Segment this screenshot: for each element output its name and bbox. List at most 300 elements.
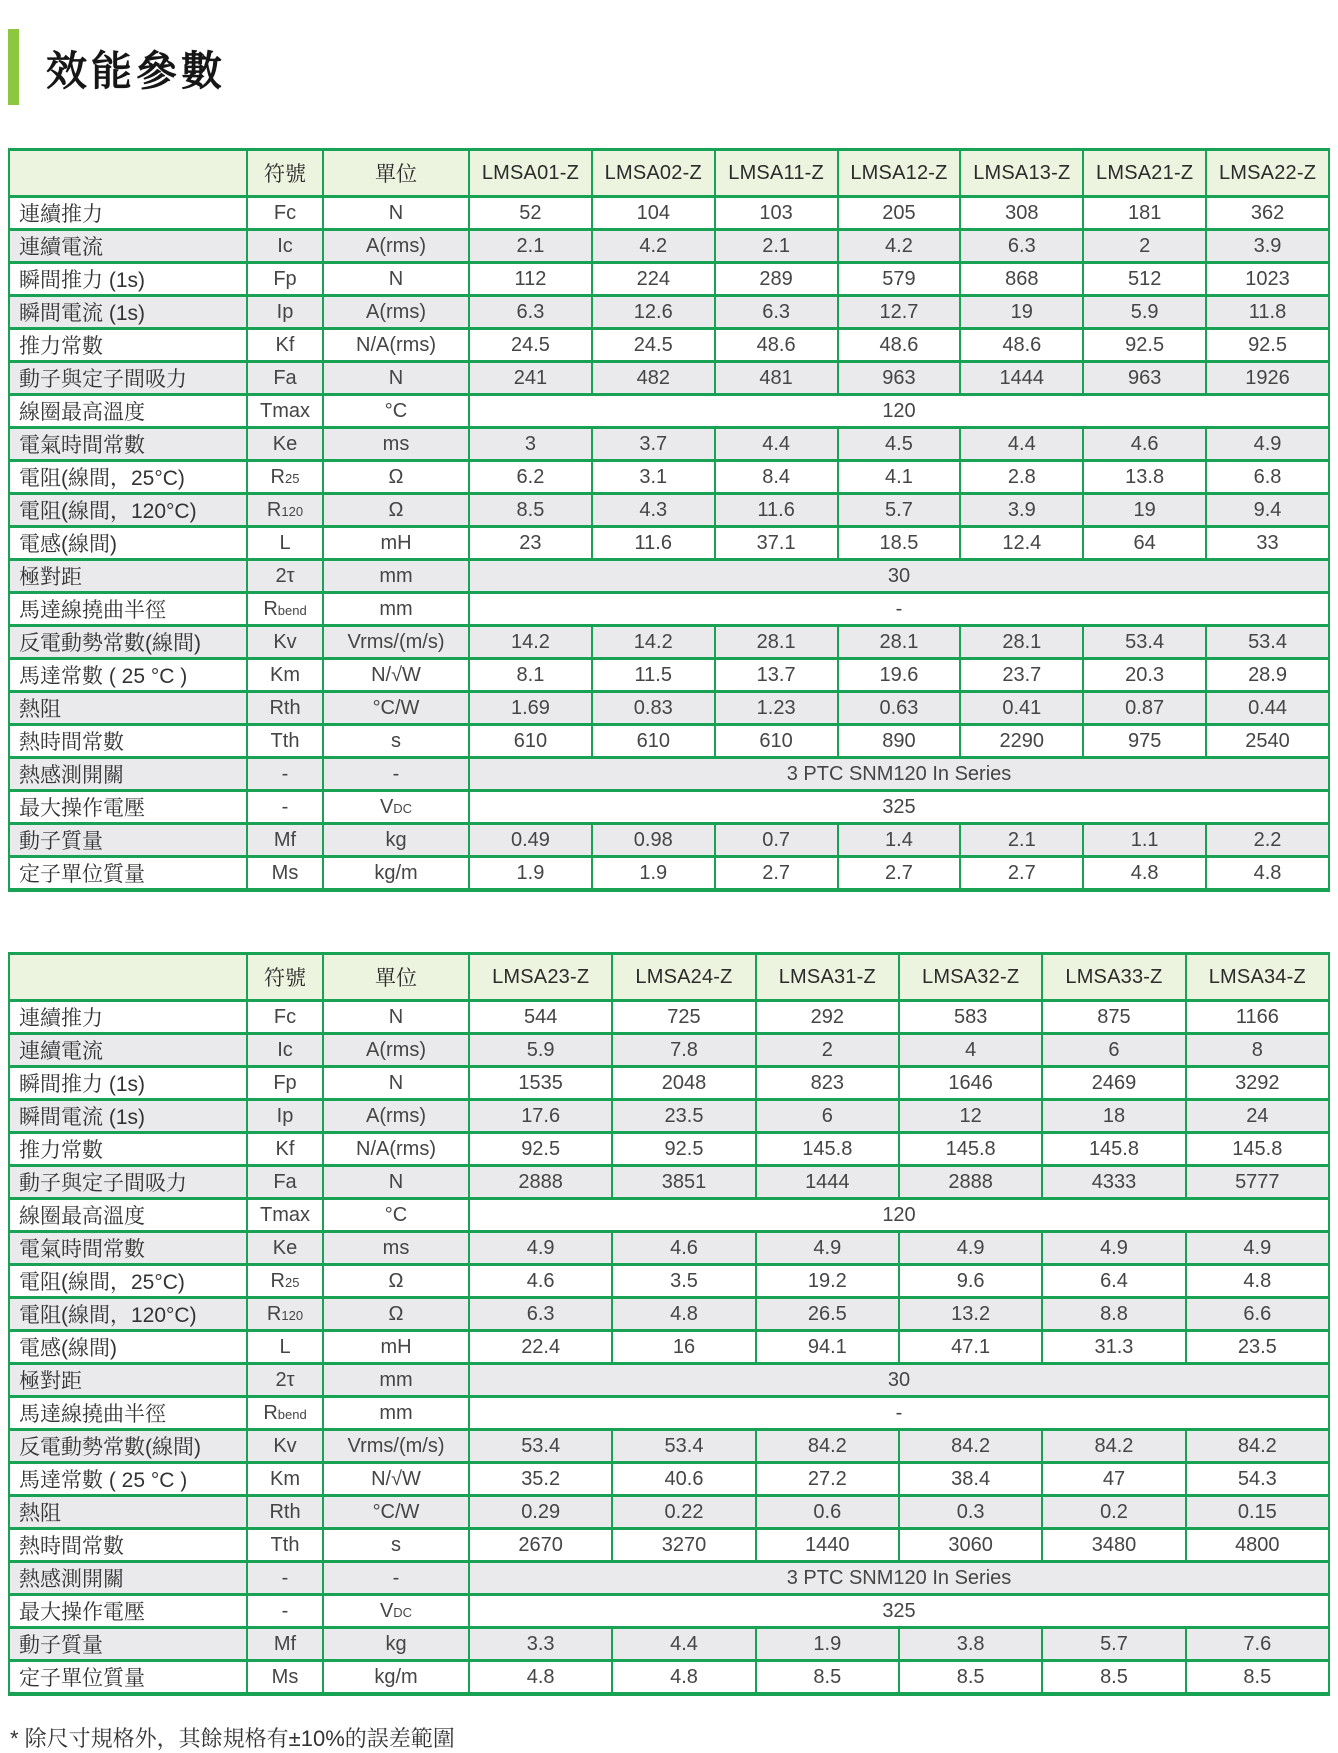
symbol-cell bbox=[247, 1430, 323, 1463]
symbol-base: R bbox=[266, 1302, 282, 1325]
table-row bbox=[9, 1199, 1329, 1232]
symbol-base: - bbox=[281, 1566, 289, 1589]
unit-cell bbox=[323, 1199, 469, 1232]
value-cell: 8.5 bbox=[1186, 1661, 1329, 1695]
value-cell: 1.9 bbox=[592, 857, 715, 891]
symbol-base: R bbox=[263, 1401, 278, 1424]
table-row bbox=[9, 1166, 1329, 1199]
title-accent-bar bbox=[8, 29, 19, 105]
unit-base: s bbox=[391, 1533, 401, 1556]
unit-subscript: DC bbox=[393, 800, 413, 816]
value-cell: 1166 bbox=[1186, 1001, 1329, 1034]
symbol-cell bbox=[247, 1364, 323, 1397]
value-cell: 5.9 bbox=[469, 1034, 612, 1067]
value-cell: 18 bbox=[1042, 1100, 1185, 1133]
value-cell: 2888 bbox=[899, 1166, 1042, 1199]
value-cell: 4.9 bbox=[469, 1232, 612, 1265]
unit-cell bbox=[323, 1100, 469, 1133]
table-row bbox=[9, 428, 1329, 461]
table-row bbox=[9, 296, 1329, 329]
unit-cell bbox=[323, 1430, 469, 1463]
symbol-cell bbox=[247, 527, 323, 560]
row-label: 熱時間常數 bbox=[9, 725, 247, 758]
unit-cell bbox=[323, 329, 469, 362]
value-cell: 19.6 bbox=[838, 659, 961, 692]
value-cell: 11.6 bbox=[592, 527, 715, 560]
value-cell: 1.4 bbox=[838, 824, 961, 857]
value-cell: 53.4 bbox=[1083, 626, 1206, 659]
unit-base: V bbox=[379, 795, 394, 818]
symbol-cell bbox=[247, 1397, 323, 1430]
value-cell: 2 bbox=[1083, 230, 1206, 263]
unit-cell bbox=[323, 1562, 469, 1595]
symbol-cell bbox=[247, 593, 323, 626]
model-header: LMSA11-Z bbox=[715, 150, 838, 197]
value-cell: 610 bbox=[715, 725, 838, 758]
value-cell: 14.2 bbox=[592, 626, 715, 659]
row-label: 熱時間常數 bbox=[9, 1529, 247, 1562]
symbol-base: R bbox=[263, 597, 278, 620]
table-row bbox=[9, 527, 1329, 560]
table-row bbox=[9, 1463, 1329, 1496]
symbol-cell bbox=[247, 791, 323, 824]
value-cell: 2.2 bbox=[1206, 824, 1329, 857]
unit-base: N bbox=[388, 267, 404, 290]
unit-cell bbox=[323, 758, 469, 791]
value-cell: 92.5 bbox=[612, 1133, 755, 1166]
symbol-cell bbox=[247, 560, 323, 593]
value-cell: 2469 bbox=[1042, 1067, 1185, 1100]
unit-cell bbox=[323, 395, 469, 428]
table-row bbox=[9, 725, 1329, 758]
unit-base: s bbox=[391, 729, 401, 752]
value-cell: 610 bbox=[592, 725, 715, 758]
value-cell: 48.6 bbox=[838, 329, 961, 362]
value-cell: 5.9 bbox=[1083, 296, 1206, 329]
value-cell: 13.7 bbox=[715, 659, 838, 692]
symbol-base: Ip bbox=[276, 1104, 294, 1127]
model-header: LMSA24-Z bbox=[612, 954, 755, 1001]
value-cell: 24.5 bbox=[592, 329, 715, 362]
model-header: LMSA02-Z bbox=[592, 150, 715, 197]
table-row bbox=[9, 1364, 1329, 1397]
unit-cell bbox=[323, 1595, 469, 1628]
unit-base: mm bbox=[379, 564, 413, 587]
row-label: 瞬間電流 (1s) bbox=[9, 296, 247, 329]
value-cell: 31.3 bbox=[1042, 1331, 1185, 1364]
value-cell: 53.4 bbox=[1206, 626, 1329, 659]
unit-cell bbox=[323, 1529, 469, 1562]
symbol-subscript: bend bbox=[277, 1406, 307, 1422]
value-cell: 241 bbox=[469, 362, 592, 395]
model-header: LMSA33-Z bbox=[1042, 954, 1185, 1001]
performance-table-lmsa23-34 bbox=[8, 952, 1330, 1696]
unit-base: ms bbox=[382, 1236, 410, 1259]
value-cell: 2.8 bbox=[960, 461, 1083, 494]
unit-base: °C/W bbox=[372, 1500, 420, 1523]
value-cell: 0.29 bbox=[469, 1496, 612, 1529]
symbol-base: Km bbox=[270, 663, 300, 686]
section-header bbox=[8, 28, 1338, 106]
unit-base: Vrms/(m/s) bbox=[347, 1434, 445, 1457]
symbol-cell bbox=[247, 1595, 323, 1628]
symbol-base: Rth bbox=[269, 1500, 301, 1523]
value-cell: 28.1 bbox=[715, 626, 838, 659]
symbol-base: Fa bbox=[273, 366, 297, 389]
symbol-cell bbox=[247, 197, 323, 230]
value-cell: 224 bbox=[592, 263, 715, 296]
symbol-cell bbox=[247, 1331, 323, 1364]
value-cell: 18.5 bbox=[838, 527, 961, 560]
symbol-base: R bbox=[270, 1269, 285, 1292]
symbol-base: Fp bbox=[273, 1071, 297, 1094]
symbol-cell bbox=[247, 824, 323, 857]
symbol-base: Tth bbox=[270, 729, 300, 752]
value-cell: 19 bbox=[960, 296, 1083, 329]
value-cell: 24.5 bbox=[469, 329, 592, 362]
table-row bbox=[9, 1661, 1329, 1695]
value-cell: 23.7 bbox=[960, 659, 1083, 692]
model-header: LMSA32-Z bbox=[899, 954, 1042, 1001]
row-label: 電氣時間常數 bbox=[9, 1232, 247, 1265]
row-label: 瞬間推力 (1s) bbox=[9, 1067, 247, 1100]
value-cell: 4800 bbox=[1186, 1529, 1329, 1562]
symbol-base: Tmax bbox=[260, 1203, 310, 1226]
value-cell: 4.9 bbox=[899, 1232, 1042, 1265]
model-header: LMSA13-Z bbox=[960, 150, 1083, 197]
value-cell: 23.5 bbox=[612, 1100, 755, 1133]
unit-base: mm bbox=[379, 1368, 413, 1391]
symbol-cell bbox=[247, 329, 323, 362]
value-cell: 6.2 bbox=[469, 461, 592, 494]
row-label: 動子質量 bbox=[9, 824, 247, 857]
table-row bbox=[9, 230, 1329, 263]
value-cell: 20.3 bbox=[1083, 659, 1206, 692]
value-cell: 54.3 bbox=[1186, 1463, 1329, 1496]
unit-cell bbox=[323, 1331, 469, 1364]
unit-base: N/A(rms) bbox=[356, 1137, 436, 1160]
row-label: 電感(線間) bbox=[9, 1331, 247, 1364]
unit-base: - bbox=[392, 1566, 400, 1589]
table-row bbox=[9, 560, 1329, 593]
value-cell: 3.9 bbox=[1206, 230, 1329, 263]
value-cell: 482 bbox=[592, 362, 715, 395]
table-row bbox=[9, 263, 1329, 296]
symbol-cell bbox=[247, 692, 323, 725]
value-cell: 48.6 bbox=[715, 329, 838, 362]
value-cell: 0.3 bbox=[899, 1496, 1042, 1529]
unit-cell bbox=[323, 1001, 469, 1034]
merged-value-cell: - bbox=[469, 1397, 1329, 1430]
row-label: 電感(線間) bbox=[9, 527, 247, 560]
value-cell: 289 bbox=[715, 263, 838, 296]
unit-base: mH bbox=[380, 531, 412, 554]
unit-cell bbox=[323, 791, 469, 824]
value-cell: 6.3 bbox=[960, 230, 1083, 263]
unit-base: Ω bbox=[388, 1269, 404, 1292]
unit-cell bbox=[323, 692, 469, 725]
unit-base: N bbox=[388, 201, 404, 224]
unit-base: A(rms) bbox=[366, 1038, 426, 1061]
unit-cell bbox=[323, 857, 469, 891]
unit-column-header: 單位 bbox=[323, 954, 469, 1001]
value-cell: 8.5 bbox=[469, 494, 592, 527]
value-cell: 579 bbox=[838, 263, 961, 296]
symbol-base: Fa bbox=[273, 1170, 297, 1193]
symbol-subscript: 25 bbox=[284, 1274, 300, 1290]
symbol-cell bbox=[247, 857, 323, 891]
value-cell: 5.7 bbox=[1042, 1628, 1185, 1661]
value-cell: 3.8 bbox=[899, 1628, 1042, 1661]
merged-value-cell: 325 bbox=[469, 1595, 1329, 1628]
symbol-base: L bbox=[279, 1335, 291, 1358]
unit-cell bbox=[323, 263, 469, 296]
table-row bbox=[9, 1430, 1329, 1463]
symbol-base: Fc bbox=[273, 1005, 297, 1028]
table-row bbox=[9, 395, 1329, 428]
value-cell: 28.9 bbox=[1206, 659, 1329, 692]
row-label: 瞬間推力 (1s) bbox=[9, 263, 247, 296]
value-cell: 8.1 bbox=[469, 659, 592, 692]
unit-base: Ω bbox=[388, 1302, 404, 1325]
header-row bbox=[9, 150, 1329, 197]
value-cell: 6 bbox=[756, 1100, 899, 1133]
value-cell: 823 bbox=[756, 1067, 899, 1100]
value-cell: 8.4 bbox=[715, 461, 838, 494]
value-cell: 145.8 bbox=[899, 1133, 1042, 1166]
symbol-base: Ip bbox=[276, 300, 294, 323]
value-cell: 28.1 bbox=[960, 626, 1083, 659]
value-cell: 4.3 bbox=[592, 494, 715, 527]
value-cell: 0.87 bbox=[1083, 692, 1206, 725]
unit-cell bbox=[323, 1067, 469, 1100]
symbol-base: 2τ bbox=[275, 1368, 295, 1391]
value-cell: 0.15 bbox=[1186, 1496, 1329, 1529]
symbol-cell bbox=[247, 1628, 323, 1661]
value-cell: 8.5 bbox=[756, 1661, 899, 1695]
merged-value-cell: 3 PTC SNM120 In Series bbox=[469, 1562, 1329, 1595]
symbol-cell bbox=[247, 362, 323, 395]
row-label: 瞬間電流 (1s) bbox=[9, 1100, 247, 1133]
value-cell: 2.1 bbox=[715, 230, 838, 263]
value-cell: 4.2 bbox=[592, 230, 715, 263]
value-cell: 3.9 bbox=[960, 494, 1083, 527]
unit-cell bbox=[323, 725, 469, 758]
value-cell: 875 bbox=[1042, 1001, 1185, 1034]
value-cell: 1.9 bbox=[756, 1628, 899, 1661]
value-cell: 8 bbox=[1186, 1034, 1329, 1067]
value-cell: 4.6 bbox=[612, 1232, 755, 1265]
value-cell: 12 bbox=[899, 1100, 1042, 1133]
value-cell: 4.8 bbox=[1083, 857, 1206, 891]
value-cell: 963 bbox=[1083, 362, 1206, 395]
value-cell: 17.6 bbox=[469, 1100, 612, 1133]
value-cell: 308 bbox=[960, 197, 1083, 230]
value-cell: 3270 bbox=[612, 1529, 755, 1562]
symbol-column-header: 符號 bbox=[247, 150, 323, 197]
value-cell: 64 bbox=[1083, 527, 1206, 560]
symbol-base: Ke bbox=[272, 432, 298, 455]
unit-base: °C bbox=[384, 1203, 408, 1226]
value-cell: 145.8 bbox=[756, 1133, 899, 1166]
model-header: LMSA01-Z bbox=[469, 150, 592, 197]
row-label: 熱感測開關 bbox=[9, 758, 247, 791]
value-cell: 963 bbox=[838, 362, 961, 395]
symbol-base: Km bbox=[270, 1467, 300, 1490]
value-cell: 1926 bbox=[1206, 362, 1329, 395]
value-cell: 94.1 bbox=[756, 1331, 899, 1364]
unit-cell bbox=[323, 1496, 469, 1529]
value-cell: 1.23 bbox=[715, 692, 838, 725]
table-row bbox=[9, 857, 1329, 891]
value-cell: 84.2 bbox=[1042, 1430, 1185, 1463]
symbol-cell bbox=[247, 1034, 323, 1067]
value-cell: 1.1 bbox=[1083, 824, 1206, 857]
value-cell: 868 bbox=[960, 263, 1083, 296]
value-cell: 1444 bbox=[756, 1166, 899, 1199]
value-cell: 104 bbox=[592, 197, 715, 230]
row-label: 反電動勢常數(線間) bbox=[9, 1430, 247, 1463]
model-header: LMSA21-Z bbox=[1083, 150, 1206, 197]
unit-cell bbox=[323, 1661, 469, 1695]
table-row bbox=[9, 1265, 1329, 1298]
table-row bbox=[9, 1397, 1329, 1430]
model-header: LMSA23-Z bbox=[469, 954, 612, 1001]
table-row bbox=[9, 1232, 1329, 1265]
row-label: 線圈最高溫度 bbox=[9, 1199, 247, 1232]
unit-cell bbox=[323, 1232, 469, 1265]
symbol-cell bbox=[247, 428, 323, 461]
unit-base: A(rms) bbox=[366, 234, 426, 257]
value-cell: 0.98 bbox=[592, 824, 715, 857]
model-header: LMSA31-Z bbox=[756, 954, 899, 1001]
row-label: 定子單位質量 bbox=[9, 857, 247, 891]
value-cell: 2048 bbox=[612, 1067, 755, 1100]
value-cell: 84.2 bbox=[756, 1430, 899, 1463]
table-row bbox=[9, 1067, 1329, 1100]
symbol-base: Fc bbox=[273, 201, 297, 224]
value-cell: 19 bbox=[1083, 494, 1206, 527]
corner-cell bbox=[9, 150, 247, 197]
unit-base: N/A(rms) bbox=[356, 333, 436, 356]
symbol-base: Fp bbox=[273, 267, 297, 290]
unit-cell bbox=[323, 560, 469, 593]
row-label: 推力常數 bbox=[9, 329, 247, 362]
symbol-cell bbox=[247, 1496, 323, 1529]
value-cell: 47.1 bbox=[899, 1331, 1042, 1364]
table-row bbox=[9, 593, 1329, 626]
symbol-cell bbox=[247, 1298, 323, 1331]
merged-value-cell: 30 bbox=[469, 1364, 1329, 1397]
value-cell: 1440 bbox=[756, 1529, 899, 1562]
symbol-cell bbox=[247, 494, 323, 527]
row-label: 電阻(線間，25°C) bbox=[9, 461, 247, 494]
table-row bbox=[9, 1001, 1329, 1034]
value-cell: 0.63 bbox=[838, 692, 961, 725]
header-row bbox=[9, 954, 1329, 1001]
unit-cell bbox=[323, 428, 469, 461]
unit-cell bbox=[323, 230, 469, 263]
value-cell: 13.8 bbox=[1083, 461, 1206, 494]
value-cell: 4 bbox=[899, 1034, 1042, 1067]
value-cell: 0.2 bbox=[1042, 1496, 1185, 1529]
value-cell: 0.49 bbox=[469, 824, 592, 857]
value-cell: 4.4 bbox=[612, 1628, 755, 1661]
unit-base: kg/m bbox=[374, 1665, 418, 1688]
value-cell: 2.7 bbox=[960, 857, 1083, 891]
symbol-base: Ms bbox=[271, 861, 299, 884]
unit-cell bbox=[323, 1463, 469, 1496]
symbol-cell bbox=[247, 659, 323, 692]
row-label: 馬達線撓曲半徑 bbox=[9, 593, 247, 626]
symbol-cell bbox=[247, 1562, 323, 1595]
unit-base: A(rms) bbox=[366, 300, 426, 323]
unit-cell bbox=[323, 1298, 469, 1331]
row-label: 動子質量 bbox=[9, 1628, 247, 1661]
symbol-cell bbox=[247, 758, 323, 791]
table-row bbox=[9, 1298, 1329, 1331]
row-label: 極對距 bbox=[9, 1364, 247, 1397]
value-cell: 0.41 bbox=[960, 692, 1083, 725]
symbol-base: Kv bbox=[273, 1434, 297, 1457]
unit-base: N/√W bbox=[371, 663, 421, 686]
value-cell: 22.4 bbox=[469, 1331, 612, 1364]
value-cell: 5.7 bbox=[838, 494, 961, 527]
symbol-base: Mf bbox=[273, 1632, 297, 1655]
value-cell: 0.44 bbox=[1206, 692, 1329, 725]
symbol-cell bbox=[247, 1100, 323, 1133]
table-row bbox=[9, 1100, 1329, 1133]
unit-base: N/√W bbox=[371, 1467, 421, 1490]
value-cell: 3851 bbox=[612, 1166, 755, 1199]
unit-cell bbox=[323, 1133, 469, 1166]
value-cell: 4333 bbox=[1042, 1166, 1185, 1199]
row-label: 電阻(線間，25°C) bbox=[9, 1265, 247, 1298]
value-cell: 48.6 bbox=[960, 329, 1083, 362]
value-cell: 3480 bbox=[1042, 1529, 1185, 1562]
value-cell: 1646 bbox=[899, 1067, 1042, 1100]
value-cell: 2.7 bbox=[715, 857, 838, 891]
value-cell: 52 bbox=[469, 197, 592, 230]
row-label: 熱感測開關 bbox=[9, 1562, 247, 1595]
unit-base: N bbox=[388, 1170, 404, 1193]
value-cell: 4.8 bbox=[612, 1661, 755, 1695]
unit-base: kg bbox=[385, 1632, 407, 1655]
value-cell: 3.5 bbox=[612, 1265, 755, 1298]
value-cell: 4.6 bbox=[469, 1265, 612, 1298]
value-cell: 16 bbox=[612, 1331, 755, 1364]
value-cell: 103 bbox=[715, 197, 838, 230]
value-cell: 3.3 bbox=[469, 1628, 612, 1661]
unit-cell bbox=[323, 1397, 469, 1430]
symbol-cell bbox=[247, 1166, 323, 1199]
row-label: 動子與定子間吸力 bbox=[9, 1166, 247, 1199]
value-cell: 3292 bbox=[1186, 1067, 1329, 1100]
value-cell: 4.4 bbox=[960, 428, 1083, 461]
value-cell: 53.4 bbox=[612, 1430, 755, 1463]
unit-base: Vrms/(m/s) bbox=[347, 630, 445, 653]
value-cell: 4.4 bbox=[715, 428, 838, 461]
value-cell: 92.5 bbox=[1083, 329, 1206, 362]
value-cell: 1.9 bbox=[469, 857, 592, 891]
value-cell: 8.5 bbox=[899, 1661, 1042, 1695]
symbol-cell bbox=[247, 1199, 323, 1232]
value-cell: 2 bbox=[756, 1034, 899, 1067]
symbol-cell bbox=[247, 1001, 323, 1034]
value-cell: 47 bbox=[1042, 1463, 1185, 1496]
value-cell: 890 bbox=[838, 725, 961, 758]
unit-cell bbox=[323, 362, 469, 395]
